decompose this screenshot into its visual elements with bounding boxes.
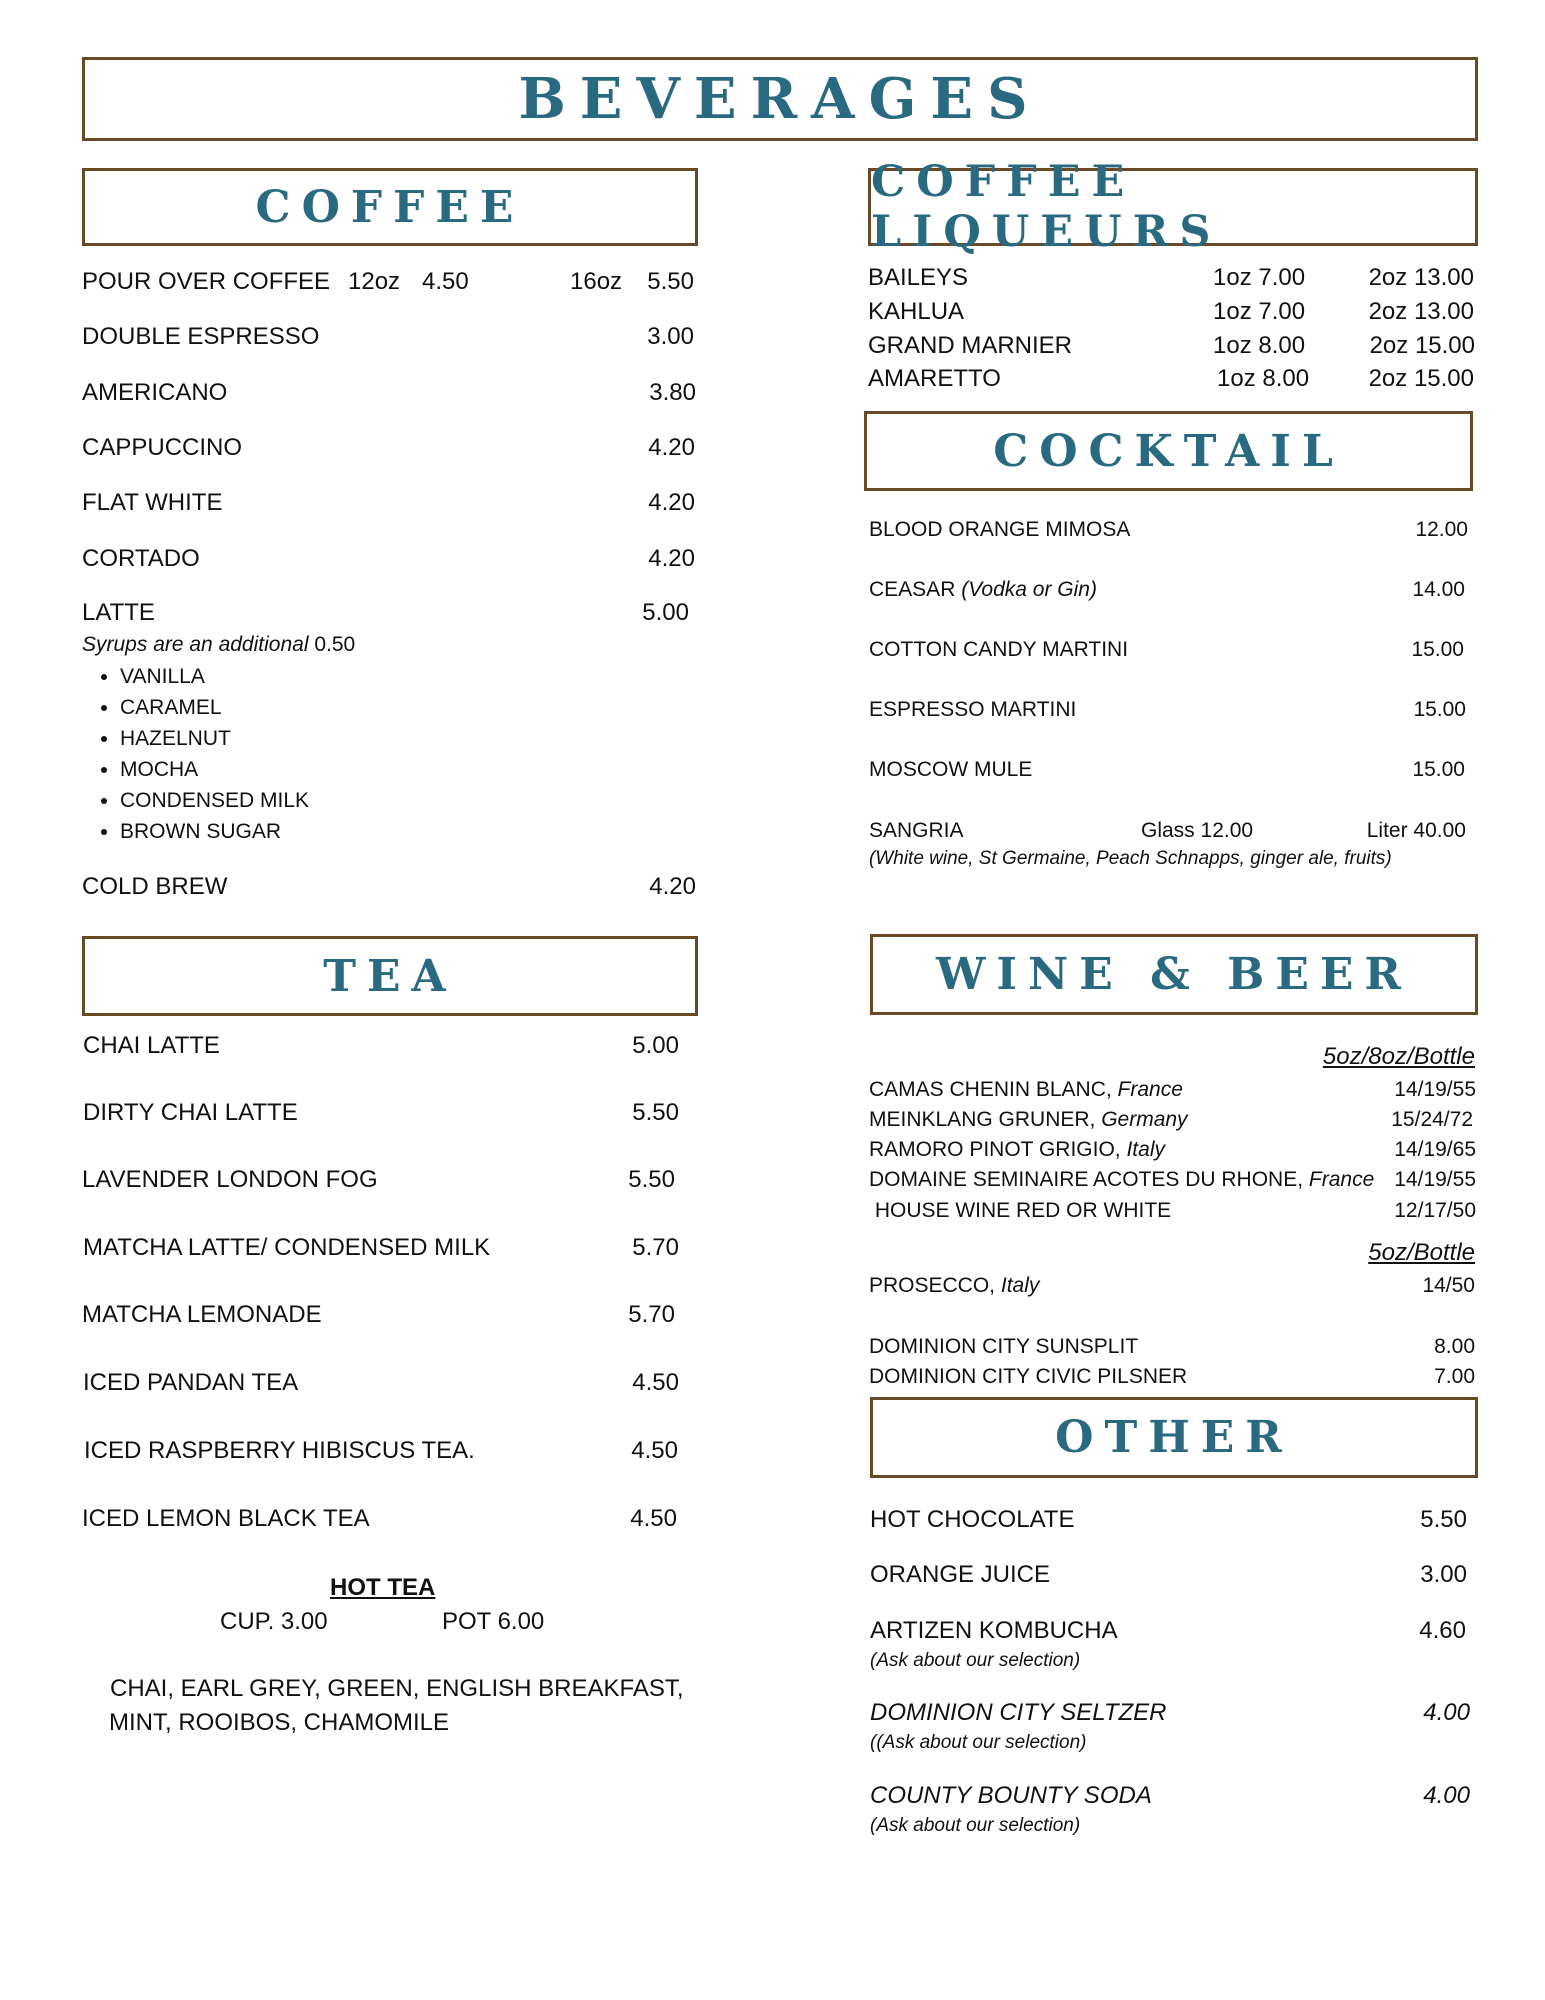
- syrup-item: • MOCHA: [120, 754, 309, 785]
- tea-item-price: 4.50: [632, 1369, 679, 1396]
- liqueurs-heading: COFFEE LIQUEURS: [871, 157, 1222, 257]
- other-price: 4.00: [1423, 1782, 1470, 1809]
- coffee-item-name: CORTADO: [82, 545, 200, 572]
- cocktail-note: (Vodka or Gin): [961, 578, 1097, 601]
- prosecco-size-header: 5oz/Bottle: [1368, 1239, 1475, 1266]
- wine-name: MEINKLANG GRUNER,: [869, 1108, 1102, 1131]
- liqueur-2oz: 2oz 13.00: [1368, 298, 1474, 325]
- wine-name-wrap: [869, 1077, 1183, 1103]
- tea-item-name: DIRTY CHAI LATTE: [83, 1099, 298, 1126]
- syrups-list: [82, 661, 309, 847]
- wine-price: 12/17/50: [1394, 1199, 1476, 1222]
- prosecco-name-wrap: [869, 1273, 1039, 1299]
- cocktail-name: CEASAR: [869, 578, 962, 601]
- wine-size-header: 5oz/8oz/Bottle: [1322, 1043, 1475, 1070]
- liqueur-name: GRAND MARNIER: [868, 332, 1073, 359]
- cocktail-price: 15.00: [1412, 758, 1465, 781]
- wine-name-wrap: [869, 1107, 1188, 1133]
- other-name: COUNTY BOUNTY SODA: [870, 1782, 1152, 1809]
- cocktail-name-wrap: [869, 577, 1097, 603]
- coffee-heading: COFFEE: [255, 181, 525, 233]
- coffee-item-price: 4.20: [648, 489, 695, 516]
- hot-tea-varieties-line2: MINT, ROOIBOS, CHAMOMILE: [109, 1709, 450, 1736]
- tea-item-name: LAVENDER LONDON FOG: [82, 1166, 378, 1193]
- hot-tea-cup: CUP. 3.00: [220, 1608, 328, 1635]
- liqueur-name: AMARETTO: [868, 365, 1001, 392]
- prosecco-price: 14/50: [1422, 1274, 1475, 1297]
- hot-tea-pot: POT 6.00: [442, 1608, 545, 1635]
- sangria-glass: Glass 12.00: [1141, 819, 1254, 842]
- tea-item-name: CHAI LATTE: [83, 1032, 220, 1059]
- pour-over-size2: 16oz: [570, 268, 623, 295]
- tea-item-name: ICED LEMON BLACK TEA: [82, 1505, 370, 1532]
- coffee-item-name: FLAT WHITE: [82, 489, 223, 516]
- coffee-item-name: LATTE: [82, 599, 155, 626]
- tea-item-price: 4.50: [631, 1437, 678, 1464]
- cocktail-name: MOSCOW MULE: [869, 758, 1033, 781]
- sangria-note: (White wine, St Germaine, Peach Schnapps, ginger ale, fruits): [869, 848, 1392, 869]
- wine-origin: France: [1308, 1168, 1375, 1191]
- liqueur-1oz: 1oz 7.00: [1213, 298, 1306, 325]
- pour-over-price1: 4.50: [422, 268, 469, 295]
- other-note: (Ask about our selection): [870, 1650, 1081, 1671]
- beer-name: DOMINION CITY CIVIC PILSNER: [869, 1365, 1188, 1388]
- wine-price: 14/19/65: [1394, 1138, 1476, 1161]
- cocktail-price: 12.00: [1415, 518, 1468, 541]
- liqueur-name: BAILEYS: [868, 264, 969, 291]
- coffee-item-name: DOUBLE ESPRESSO: [82, 323, 320, 350]
- coffee-item-price: 3.80: [649, 379, 696, 406]
- wine-origin: Italy: [1126, 1138, 1165, 1161]
- syrups-price: 0.50: [314, 633, 356, 656]
- tea-item-name: ICED PANDAN TEA: [83, 1369, 299, 1396]
- cocktail-name: COTTON CANDY MARTINI: [869, 638, 1129, 661]
- liqueur-1oz: 1oz 8.00: [1213, 332, 1306, 359]
- other-name: ORANGE JUICE: [870, 1561, 1051, 1588]
- wine-name-wrap: [869, 1137, 1165, 1163]
- pour-over-price2: 5.50: [647, 268, 694, 295]
- tea-item-price: 5.70: [628, 1301, 675, 1328]
- liqueur-2oz: 2oz 15.00: [1368, 365, 1474, 392]
- other-price: 3.00: [1420, 1561, 1467, 1588]
- wine-name-wrap: [869, 1167, 1374, 1193]
- page-title: BEVERAGES: [518, 66, 1042, 132]
- coffee-item-price: 5.00: [642, 599, 689, 626]
- liqueur-1oz: 1oz 7.00: [1213, 264, 1306, 291]
- beer-price: 8.00: [1434, 1335, 1475, 1358]
- cold-brew-price: 4.20: [649, 873, 696, 900]
- cocktail-name: BLOOD ORANGE MIMOSA: [869, 518, 1131, 541]
- wine-name: RAMORO PINOT GRIGIO,: [869, 1138, 1127, 1161]
- coffee-heading-box: [82, 168, 698, 246]
- syrup-item: • BROWN SUGAR: [120, 816, 309, 847]
- title-box: [82, 57, 1478, 141]
- cocktail-heading-box: [864, 411, 1473, 491]
- other-price: 4.60: [1419, 1617, 1466, 1644]
- wine-name: HOUSE WINE RED OR WHITE: [869, 1199, 1172, 1222]
- wine-name: DOMAINE SEMINAIRE ACOTES DU RHONE,: [869, 1168, 1309, 1191]
- prosecco-name: PROSECCO,: [869, 1274, 1001, 1297]
- tea-item-price: 5.50: [628, 1166, 675, 1193]
- wine-price: 14/19/55: [1394, 1078, 1476, 1101]
- other-heading-box: [870, 1397, 1478, 1478]
- wine-price: 15/24/72: [1391, 1108, 1473, 1131]
- syrups-note: [82, 632, 355, 658]
- coffee-item-price: 3.00: [647, 323, 694, 350]
- liqueur-2oz: 2oz 15.00: [1369, 332, 1475, 359]
- liqueurs-heading-box: [868, 157, 1478, 257]
- pour-over-size1: 12oz: [348, 268, 401, 295]
- coffee-item-price: 4.20: [648, 545, 695, 572]
- sangria-name: SANGRIA: [869, 819, 964, 842]
- prosecco-origin: Italy: [1000, 1274, 1040, 1297]
- sangria-liter: Liter 40.00: [1366, 819, 1466, 842]
- wine-beer-heading-box: [870, 934, 1478, 1015]
- cocktail-price: 15.00: [1411, 638, 1464, 661]
- syrup-item: • CARAMEL: [120, 692, 309, 723]
- cocktail-price: 15.00: [1413, 698, 1466, 721]
- cold-brew-name: COLD BREW: [82, 873, 228, 900]
- other-name: DOMINION CITY SELTZER: [870, 1699, 1167, 1726]
- pour-over-name: POUR OVER COFFEE: [82, 268, 331, 295]
- other-note: (Ask about our selection): [870, 1815, 1081, 1836]
- tea-heading: TEA: [323, 950, 457, 1002]
- liqueur-name: KAHLUA: [868, 298, 965, 325]
- coffee-item-name: CAPPUCCINO: [82, 434, 243, 461]
- tea-item-price: 5.00: [632, 1032, 679, 1059]
- hot-tea-heading: HOT TEA: [330, 1574, 436, 1601]
- tea-item-name: ICED RASPBERRY HIBISCUS TEA.: [84, 1437, 475, 1464]
- wine-origin: Germany: [1101, 1108, 1188, 1131]
- other-name: ARTIZEN KOMBUCHA: [870, 1617, 1118, 1644]
- wine-price: 14/19/55: [1394, 1168, 1476, 1191]
- tea-item-price: 4.50: [630, 1505, 677, 1532]
- liqueur-1oz: 1oz 8.00: [1217, 365, 1310, 392]
- beer-name: DOMINION CITY SUNSPLIT: [869, 1335, 1139, 1358]
- syrup-item: • CONDENSED MILK: [120, 785, 309, 816]
- cocktail-heading: COCKTAIL: [993, 425, 1344, 477]
- tea-item-price: 5.50: [632, 1099, 679, 1126]
- other-name: HOT CHOCOLATE: [870, 1506, 1075, 1533]
- wine-beer-heading: WINE & BEER: [936, 949, 1412, 1000]
- wine-origin: France: [1117, 1078, 1183, 1101]
- liqueur-2oz: 2oz 13.00: [1368, 264, 1474, 291]
- syrup-item: • VANILLA: [120, 661, 309, 692]
- wine-name: CAMAS CHENIN BLANC,: [869, 1078, 1118, 1101]
- other-price: 5.50: [1420, 1506, 1467, 1533]
- coffee-item-name: AMERICANO: [82, 379, 228, 406]
- cocktail-name: ESPRESSO MARTINI: [869, 698, 1077, 721]
- other-price: 4.00: [1423, 1699, 1470, 1726]
- cocktail-price: 14.00: [1412, 578, 1465, 601]
- other-heading: OTHER: [1055, 1412, 1293, 1463]
- other-note: ((Ask about our selection): [870, 1732, 1087, 1753]
- syrups-note-text: Syrups are an additional: [82, 633, 309, 656]
- tea-item-name: MATCHA LATTE/ CONDENSED MILK: [83, 1234, 491, 1261]
- coffee-item-price: 4.20: [648, 434, 695, 461]
- hot-tea-varieties-line1: CHAI, EARL GREY, GREEN, ENGLISH BREAKFAST,: [110, 1675, 684, 1702]
- beer-price: 7.00: [1434, 1365, 1475, 1388]
- tea-item-price: 5.70: [632, 1234, 679, 1261]
- tea-item-name: MATCHA LEMONADE: [82, 1301, 322, 1328]
- tea-heading-box: [82, 936, 698, 1016]
- syrup-item: • HAZELNUT: [120, 723, 309, 754]
